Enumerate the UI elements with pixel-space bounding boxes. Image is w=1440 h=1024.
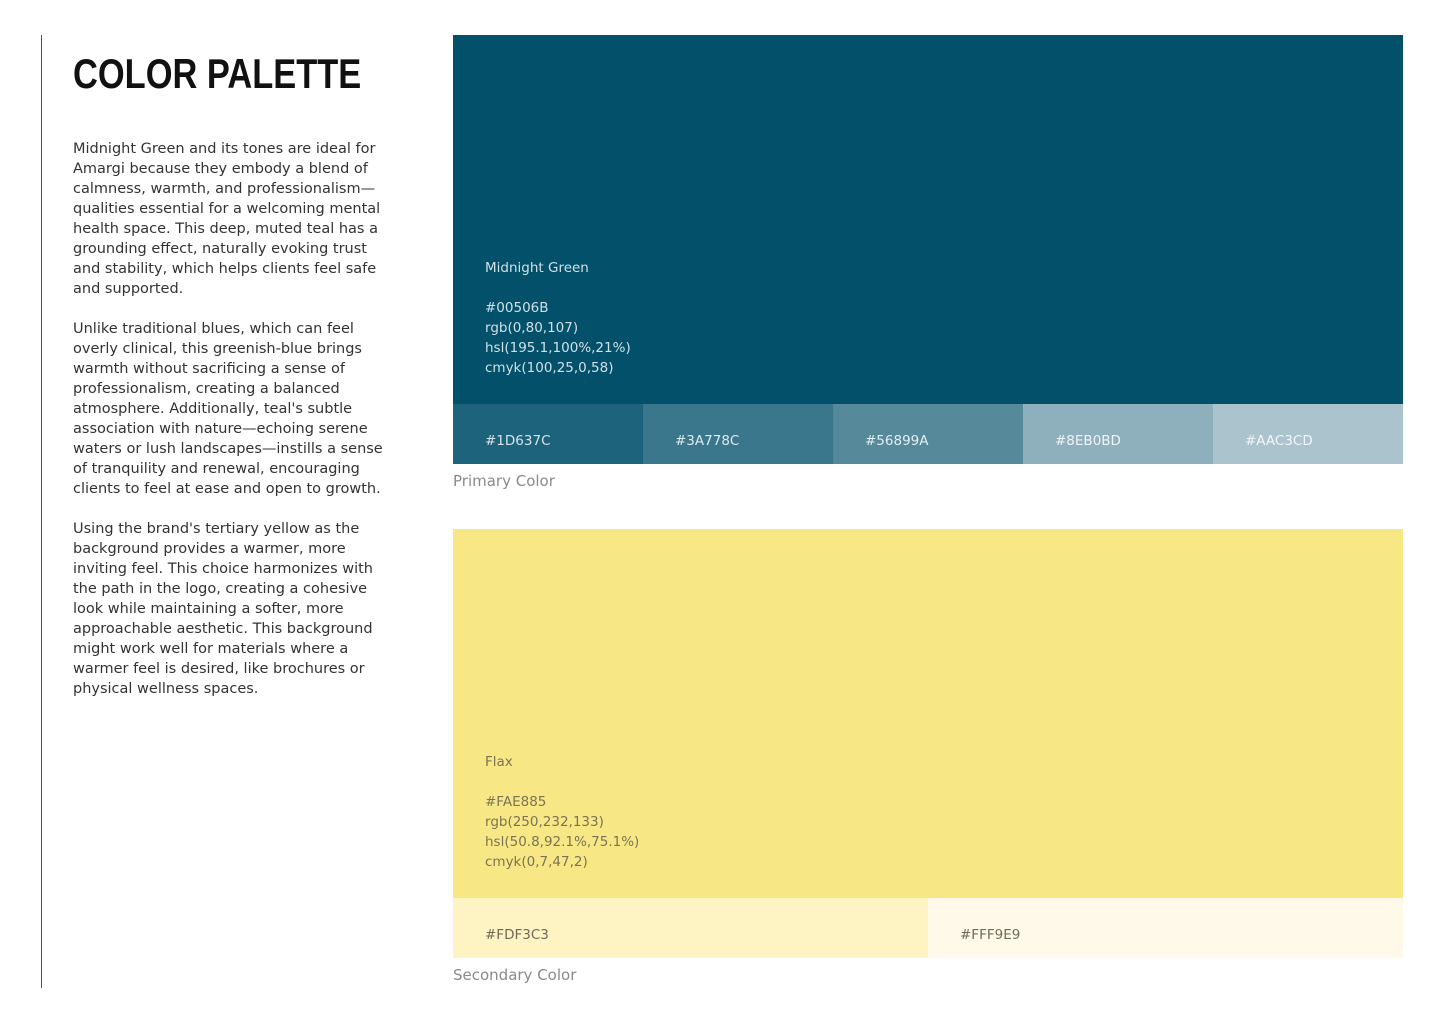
tint-label: #FFF9E9 bbox=[960, 927, 1021, 943]
color-hsl: hsl(50.8,92.1%,75.1%) bbox=[485, 834, 640, 850]
tint-label: #8EB0BD bbox=[1055, 433, 1121, 449]
primary-tints bbox=[453, 404, 1403, 464]
page-title: COLOR PALETTE bbox=[73, 50, 362, 97]
tint-swatch bbox=[453, 404, 643, 464]
secondary-color-block bbox=[453, 529, 1403, 989]
color-cmyk: cmyk(0,7,47,2) bbox=[485, 854, 588, 870]
tint-label: #FDF3C3 bbox=[485, 927, 549, 943]
secondary-color-info bbox=[485, 752, 639, 872]
tint-swatch bbox=[928, 898, 1403, 958]
tint-label: #56899A bbox=[865, 433, 929, 449]
primary-swatch bbox=[453, 35, 1403, 404]
color-hex: #FAE885 bbox=[485, 794, 547, 810]
secondary-caption: Secondary Color bbox=[453, 966, 577, 984]
secondary-swatch bbox=[453, 529, 1403, 898]
tint-label: #3A778C bbox=[675, 433, 740, 449]
tint-label: #1D637C bbox=[485, 433, 551, 449]
primary-color-block bbox=[453, 35, 1403, 495]
color-hsl: hsl(195.1,100%,21%) bbox=[485, 340, 631, 356]
description-paragraph: Unlike traditional blues, which can feel overly clinical, this greenish-blue brings warmth without sacrificing a sense of professionalism, creating a balanced atmosphere. Additionally, teal's subtle association with nature—echoing serene waters or lush landscapes—instills a sense of tranquility and renewal, encouraging clients to feel at ease and open to growth. bbox=[73, 321, 383, 497]
secondary-tints bbox=[453, 898, 1403, 958]
tint-swatch bbox=[453, 898, 928, 958]
color-rgb: rgb(250,232,133) bbox=[485, 814, 604, 830]
color-cmyk: cmyk(100,25,0,58) bbox=[485, 360, 614, 376]
tint-swatch bbox=[1213, 404, 1403, 464]
description-paragraph: Midnight Green and its tones are ideal for Amargi because they embody a blend of calmness, warmth, and professionalism—qualities essential for a welcoming mental health space. This deep, muted teal has a grounding effect, naturally evoking trust and stability, which helps clients feel safe and supported. bbox=[73, 141, 381, 297]
tint-swatch bbox=[643, 404, 833, 464]
color-hex: #00506B bbox=[485, 300, 549, 316]
primary-color-info bbox=[485, 258, 631, 378]
color-name: Flax bbox=[485, 754, 513, 770]
color-rgb: rgb(0,80,107) bbox=[485, 320, 579, 336]
vertical-rule bbox=[41, 35, 42, 988]
description-column bbox=[73, 139, 385, 719]
description-paragraph: Using the brand's tertiary yellow as the background provides a warmer, more inviting feel. This choice harmonizes with the path in the logo, creating a cohesive look while maintaining a softer, more approachable aesthetic. This background might work well for materials where a warmer feel is desired, like brochures or physical wellness spaces. bbox=[73, 521, 373, 697]
tint-swatch bbox=[1023, 404, 1213, 464]
primary-caption: Primary Color bbox=[453, 472, 555, 490]
tint-label: #AAC3CD bbox=[1245, 433, 1313, 449]
tint-swatch bbox=[833, 404, 1023, 464]
color-name: Midnight Green bbox=[485, 260, 589, 276]
